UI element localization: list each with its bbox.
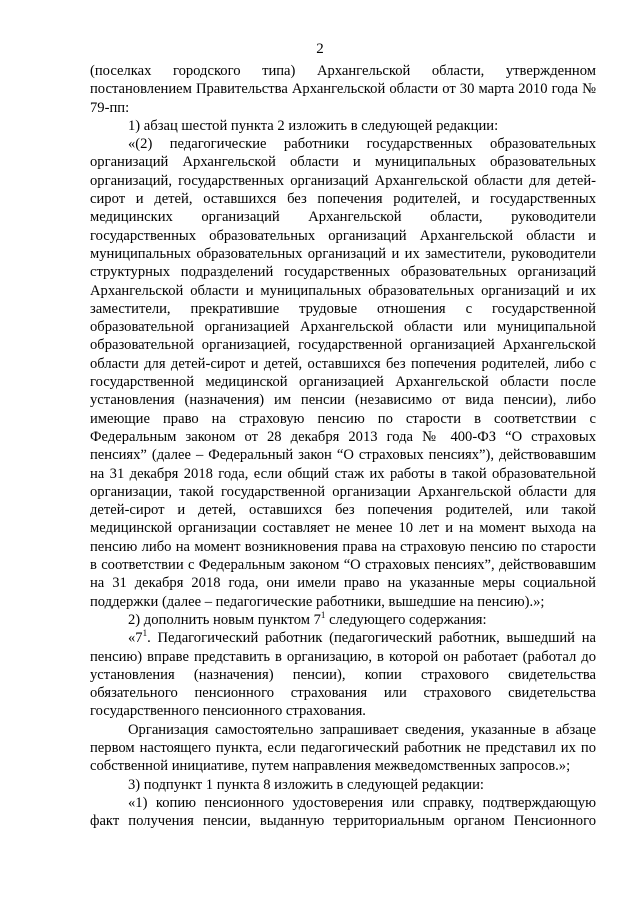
paragraph-item-3: 3) подпункт 1 пункта 8 изложить в следующей редакции:	[128, 776, 484, 793]
paragraph-item-2	[90, 611, 596, 629]
paragraph-item-2-text	[90, 629, 596, 720]
paragraph-item-3-text: «1) копию пенсионного удостоверения или справку, подтверждающую факт получения пенсии, выданную территориальным органом Пенсионного	[90, 794, 596, 830]
superscript: 1	[320, 610, 326, 621]
document-body	[90, 62, 596, 830]
paragraph-item-2-text-2: Организация самостоятельно запрашивает сведения, указанные в абзаце первом настоящего пункта, если педагогический работник не представил их по собственной инициативе, путем направления межведомственных запросов.»;	[90, 721, 596, 775]
paragraph-item-2-text-before: «7	[128, 630, 143, 647]
page-number: 2	[316, 41, 324, 57]
paragraph-item-2-after: следующего содержания:	[325, 611, 487, 628]
superscript: 1	[142, 628, 148, 639]
paragraph-item-1: 1) абзац шестой пункта 2 изложить в следующей редакции:	[128, 117, 499, 134]
paragraph-item-2-text-after: . Педагогический работник (педагогический работник, вышедший на пенсию) вправе представить в организацию, в которой он работает (работал до установления (назначения) пенсии), копии страхового свидетельства обязательного пенсионного страхования или страхового свидетельства государственного пенсионного страхования.	[90, 630, 596, 720]
paragraph-intro: (поселках городского типа) Архангельской области, утвержденном постановлением Правительства Архангельской области от 30 марта 2010 года № 79-пп:	[90, 63, 596, 116]
paragraph-item-1-text: «(2) педагогические работники государственных образовательных организаций Архангельской области и муниципальных образовательных организаций, государственных организаций Архангельской области для детей-сирот и детей, оставшихся без попечения родителей, и государственных медицинских организаций Архангельской области, руководители государственных образовательных организаций Архангельской области и муниципальных образовательных организаций и их заместители, руководители структурных подразделений государственных образовательных организаций Архангельской области и муниципальных образовательных организаций и их заместители, прекратившие трудовые отношения с государственной образовательной организацией Архангельской области или муниципальной образовательной организацией, государственной организацией Архангельской области для детей-сирот и детей, оставшихся без попечения родителей, либо с государственной медицинской организацией Архангельской области после установления (назначения) им пенсии (независимо от вида пенсии), либо имеющие право на страховую пенсию по старости в соответствии с Федеральным законом от 28 декабря 2013 года № 400-ФЗ “О страховых пенсиях” (далее – Федеральный закон “О страховых пенсиях”), действовавшим на 31 декабря 2018 года, если общий стаж их работы в такой образовательной организации, такой государственной организации Архангельской области для детей-сирот и детей, оставшихся без попечения родителей, или такой медицинской организации составляет не менее 10 лет и на момент выхода на пенсию либо на момент возникновения права на страховую пенсию по старости в соответствии с Федеральным законом “О страховых пенсиях”, действовавшим на 31 декабря 2018 года, они имели право на указанные меры социальной поддержки (далее – педагогические работники, вышедшие на пенсию).»;	[90, 136, 596, 610]
paragraph-item-2-before: 2) дополнить новым пунктом 7	[128, 611, 321, 628]
